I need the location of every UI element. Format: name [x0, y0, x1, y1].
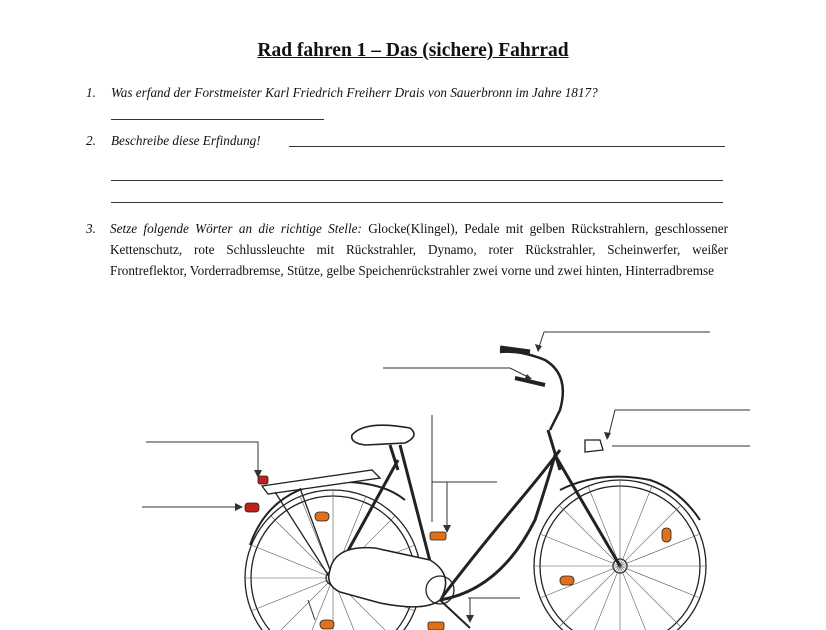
- question-text: Beschreibe diese Erfindung!: [111, 133, 261, 148]
- front-wheel: [534, 480, 706, 630]
- question-number: 1.: [86, 85, 96, 100]
- question-number: 2.: [86, 133, 96, 148]
- question-text: Was erfand der Forstmeister Karl Friedrich Freiherr Drais von Sauerbronn im Jahre 1817?: [111, 85, 598, 100]
- word-list: Glocke(Klingel), Pedale mit gelben Rückstrahlern, geschlossener Kettenschutz, rote Schlussleuchte mit Rückstrahler, Dynamo, roter Rückstrahler, Scheinwerfer, weißer Frontreflektor, Vorderradbremse, Stütze, gelbe Speichenrückstrahler zwei vorne und zwei hinten, Hinterradbremse: [110, 221, 729, 278]
- question-number: 3.: [86, 221, 96, 236]
- handlebar: [500, 352, 563, 430]
- worksheet-title: Rad fahren 1 – Das (sichere) Fahrrad: [257, 40, 569, 61]
- saddle: [352, 425, 414, 445]
- question-prompt: Setze folgende Wörter an die richtige Stelle:: [110, 221, 362, 236]
- headlight: [585, 440, 603, 452]
